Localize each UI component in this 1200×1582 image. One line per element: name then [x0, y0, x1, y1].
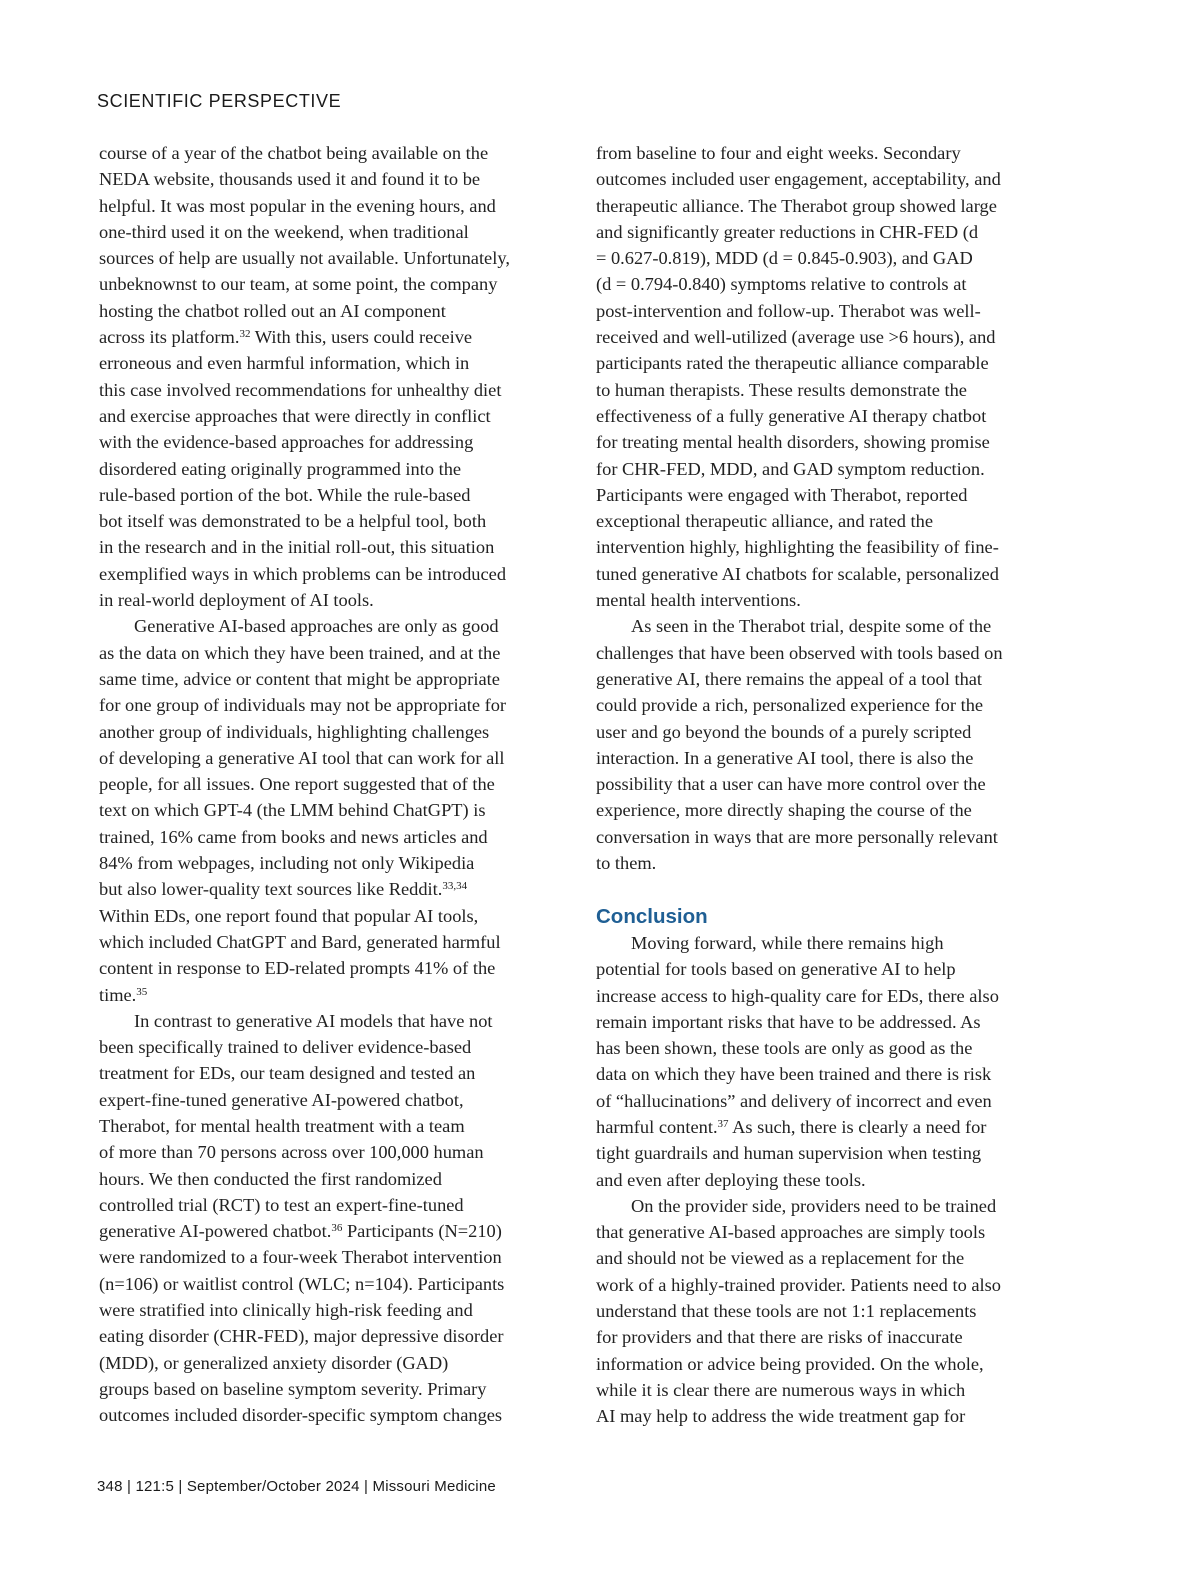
- spacer: [596, 876, 1066, 902]
- text-line: same time, advice or content that might be appropriate: [99, 668, 500, 689]
- text-line: unbeknownst to our team, at some point, the company: [99, 274, 498, 295]
- right-column: [596, 140, 1066, 1430]
- paragraph: [596, 1193, 1066, 1430]
- text-line: for CHR-FED, MDD, and GAD symptom reduction.: [596, 458, 985, 479]
- text-line: possibility that a user can have more control over the: [596, 774, 986, 795]
- text-line: course of a year of the chatbot being available on the: [99, 143, 489, 163]
- paragraph: [99, 140, 577, 613]
- text-line: eating disorder (CHR-FED), major depressive disorder: [99, 1326, 504, 1347]
- text-line: hours. We then conducted the first randomized: [99, 1168, 442, 1189]
- section-heading: Conclusion: [596, 904, 708, 928]
- paragraph: [596, 613, 1066, 876]
- text-line: As seen in the Therabot trial, despite some of the: [631, 616, 992, 637]
- left-column: [99, 140, 577, 1429]
- text-line: and significantly greater reductions in CHR-FED (d: [596, 221, 979, 242]
- text-line: tight guardrails and human supervision when testing: [596, 1143, 982, 1164]
- text-line: (MDD), or generalized anxiety disorder (GAD): [99, 1352, 449, 1373]
- text-line: work of a highly-trained provider. Patients need to also: [596, 1274, 1002, 1295]
- text-line: could provide a rich, personalized experience for the: [596, 695, 984, 716]
- text-line: data on which they have been trained and there is risk: [596, 1064, 992, 1085]
- citation-ref: 32: [239, 328, 251, 341]
- text-line: for providers and that there are risks of inaccurate: [596, 1327, 963, 1348]
- citation-ref: 35: [136, 985, 148, 998]
- text-line: content in response to ED-related prompts 41% of the: [99, 958, 496, 979]
- citation-ref: 37: [717, 1117, 729, 1130]
- text-line: Within EDs, one report found that popular AI tools,: [99, 905, 479, 926]
- text-line: were stratified into clinically high-risk feeding and: [99, 1300, 473, 1321]
- text-line: therapeutic alliance. The Therabot group showed large: [596, 195, 997, 216]
- text-line: conversation in ways that are more personally relevant: [596, 826, 998, 847]
- text-line: has been shown, these tools are only as good as the: [596, 1038, 973, 1059]
- text-line: tuned generative AI chatbots for scalable, personalized: [596, 563, 999, 584]
- text-line: 84% from webpages, including not only Wikipedia: [99, 853, 475, 874]
- paragraph: [99, 1008, 577, 1429]
- paragraph: [596, 140, 1066, 613]
- text-line: another group of individuals, highlighting challenges: [99, 721, 490, 742]
- text-line: post-intervention and follow-up. Therabot was well-: [596, 300, 981, 321]
- text-fragment: across its platform.: [99, 327, 240, 348]
- text-line: of “hallucinations” and delivery of incorrect and even: [596, 1090, 992, 1111]
- text-fragment: generative AI-powered chatbot.: [99, 1221, 332, 1242]
- text-line: disordered eating originally programmed into the: [99, 458, 462, 479]
- text-line: increase access to high-quality care for EDs, there also: [596, 985, 999, 1006]
- text-line: erroneous and even harmful information, which in: [99, 353, 470, 374]
- text-line: (n=106) or waitlist control (WLC; n=104). Participants: [99, 1273, 505, 1294]
- text-line: controlled trial (RCT) to test an expert-fine-tuned: [99, 1194, 464, 1215]
- paragraph: [99, 613, 577, 1007]
- text-line: interaction. In a generative AI tool, there is also the: [596, 747, 974, 768]
- text-line: potential for tools based on generative AI to help: [596, 959, 956, 980]
- text-line: user and go beyond the bounds of a purely scripted: [596, 721, 972, 742]
- text-line: In contrast to generative AI models that have not: [134, 1010, 493, 1031]
- text-line: and should not be viewed as a replacement for the: [596, 1248, 965, 1269]
- text-fragment: As such, there is clearly a need for: [728, 1116, 987, 1137]
- text-line: outcomes included user engagement, acceptability, and: [596, 169, 1001, 190]
- text-line: received and well-utilized (average use >6 hours), and: [596, 327, 996, 348]
- text-line: outcomes included disorder-specific symptom changes: [99, 1405, 503, 1426]
- text-line: sources of help are usually not available. Unfortunately,: [99, 248, 510, 269]
- text-line: which included ChatGPT and Bard, generated harmful: [99, 931, 501, 952]
- text-fragment: With this, users could receive: [250, 327, 473, 348]
- text-line: NEDA website, thousands used it and found it to be: [99, 169, 481, 190]
- text-line: hosting the chatbot rolled out an AI component: [99, 300, 446, 321]
- text-line: treatment for EDs, our team designed and tested an: [99, 1063, 476, 1084]
- text-line: [99, 1218, 577, 1244]
- text-line: understand that these tools are not 1:1 replacements: [596, 1301, 977, 1322]
- text-line: people, for all issues. One report suggested that of the: [99, 774, 495, 795]
- text-fragment: time.: [99, 984, 137, 1005]
- text-line: Moving forward, while there remains high: [631, 932, 944, 953]
- text-line: experience, more directly shaping the course of the: [596, 800, 972, 821]
- text-line: participants rated the therapeutic alliance comparable: [596, 353, 989, 374]
- text-line: On the provider side, providers need to be trained: [631, 1195, 997, 1216]
- text-line: helpful. It was most popular in the evening hours, and: [99, 195, 496, 216]
- text-fragment: but also lower-quality text sources like Reddit.: [99, 879, 443, 900]
- text-line: for one group of individuals may not be appropriate for: [99, 695, 507, 716]
- text-line: from baseline to four and eight weeks. Secondary: [596, 143, 961, 163]
- section-header: SCIENTIFIC PERSPECTIVE: [97, 91, 342, 111]
- text-line: for treating mental health disorders, showing promise: [596, 432, 990, 453]
- text-line: challenges that have been observed with tools based on: [596, 642, 1003, 663]
- text-fragment: harmful content.: [596, 1116, 718, 1137]
- text-line: Participants were engaged with Therabot, reported: [596, 484, 968, 505]
- text-line: exceptional therapeutic alliance, and rated the: [596, 511, 933, 532]
- text-line: that generative AI-based approaches are simply tools: [596, 1222, 986, 1243]
- text-line: text on which GPT-4 (the LMM behind ChatGPT) is: [99, 800, 486, 821]
- text-line: bot itself was demonstrated to be a helpful tool, both: [99, 511, 487, 532]
- text-line: in real-world deployment of AI tools.: [99, 590, 374, 611]
- text-line: in the research and in the initial roll-out, this situation: [99, 537, 495, 558]
- text-line: rule-based portion of the bot. While the rule-based: [99, 484, 471, 505]
- text-line: generative AI, there remains the appeal of a tool that: [596, 668, 983, 689]
- text-line: mental health interventions.: [596, 590, 801, 611]
- text-line: AI may help to address the wide treatment gap for: [596, 1406, 966, 1427]
- text-line: information or advice being provided. On the whole,: [596, 1353, 984, 1374]
- text-line: and exercise approaches that were directly in conflict: [99, 405, 491, 426]
- citation-ref: 33,34: [442, 880, 468, 893]
- text-line: trained, 16% came from books and news articles and: [99, 826, 488, 847]
- text-line: with the evidence-based approaches for addressing: [99, 432, 474, 453]
- text-line: [99, 876, 577, 902]
- text-line: to them.: [596, 853, 657, 874]
- text-line: (d = 0.794-0.840) symptoms relative to controls at: [596, 274, 967, 295]
- text-line: and even after deploying these tools.: [596, 1169, 866, 1190]
- text-line: remain important risks that have to be addressed. As: [596, 1011, 981, 1032]
- text-line: of developing a generative AI tool that can work for all: [99, 747, 505, 768]
- text-line: expert-fine-tuned generative AI-powered chatbot,: [99, 1089, 464, 1110]
- text-line: effectiveness of a fully generative AI therapy chatbot: [596, 405, 987, 426]
- page-footer: 348 | 121:5 | September/October 2024 | Missouri Medicine: [97, 1478, 496, 1495]
- text-line: = 0.627-0.819), MDD (d = 0.845-0.903), and GAD: [596, 248, 973, 269]
- text-fragment: Participants (N=210): [342, 1221, 502, 1242]
- citation-ref: 36: [331, 1222, 343, 1235]
- text-line: exemplified ways in which problems can be introduced: [99, 563, 507, 584]
- text-line: Generative AI-based approaches are only as good: [134, 616, 499, 637]
- text-line: were randomized to a four-week Therabot intervention: [99, 1247, 502, 1268]
- paragraph: [596, 930, 1066, 1193]
- text-line: one-third used it on the weekend, when traditional: [99, 221, 469, 242]
- text-line: [596, 1114, 1066, 1140]
- text-line: to human therapists. These results demonstrate the: [596, 379, 967, 400]
- text-line: this case involved recommendations for unhealthy diet: [99, 379, 502, 400]
- text-line: as the data on which they have been trained, and at the: [99, 642, 501, 663]
- text-line: [99, 324, 577, 350]
- text-line: while it is clear there are numerous ways in which: [596, 1379, 966, 1400]
- text-line: intervention highly, highlighting the feasibility of fine-: [596, 537, 999, 558]
- text-line: of more than 70 persons across over 100,000 human: [99, 1142, 484, 1163]
- text-line: Therabot, for mental health treatment with a team: [99, 1115, 465, 1136]
- text-line: [99, 982, 577, 1008]
- text-line: groups based on baseline symptom severity. Primary: [99, 1378, 487, 1399]
- text-line: been specifically trained to deliver evidence-based: [99, 1037, 472, 1058]
